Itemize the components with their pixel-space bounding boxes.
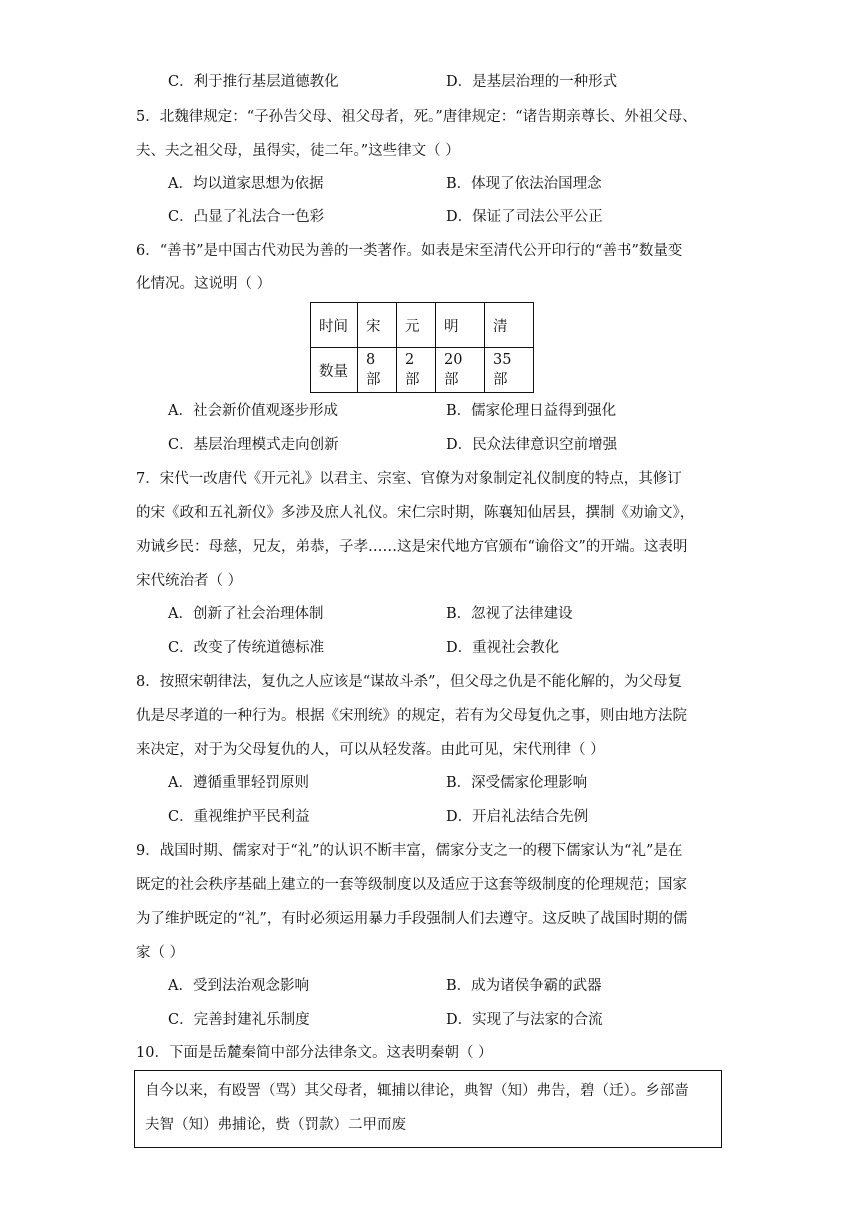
q9-option-d: D．实现了与法家的合流 — [446, 1012, 603, 1028]
table-cell: 明 — [436, 303, 485, 348]
q7-option-b: B．忽视了法律建设 — [446, 606, 573, 622]
q5-option-c: C．凸显了礼法合一色彩 — [168, 209, 325, 225]
q8-stem-line-2: 仇是尽孝道的一种行为。根据《宋刑统》的规定，若有为父母复仇之事，则由地方法院 — [136, 708, 687, 724]
q5-stem-line-2: 夫、夫之祖父母，虽得实，徒二年。”这些律文（ ） — [136, 143, 460, 159]
table-cell: 2 部 — [397, 348, 436, 393]
table-row — [311, 348, 534, 393]
q9-stem-line-2: 既定的社会秩序基础上建立的一套等级制度以及适应于这套等级制度的伦理规范；国家 — [136, 877, 687, 893]
q6-data-table — [310, 302, 534, 393]
q10-source-box — [134, 1070, 722, 1148]
q8-option-a: A．遵循重罪轻罚原则 — [168, 775, 309, 791]
table-cell: 35 部 — [485, 348, 534, 393]
q7-option-a: A．创新了社会治理体制 — [168, 606, 324, 622]
q10-source-line-1: 自今以来，有殴詈（骂）其父母者，辄捕以律论，典智（知）弗告，碧（迁）。乡部啬 — [145, 1083, 689, 1099]
q6-stem-line-2: 化情况。这说明（ ） — [136, 276, 272, 292]
table-cell: 8 部 — [358, 348, 397, 393]
table-cell: 20 部 — [436, 348, 485, 393]
q6-option-b: B．儒家伦理日益得到强化 — [446, 403, 617, 419]
q5-option-b: B．体现了依法治国理念 — [446, 176, 602, 192]
q8-stem-line-1: 8．按照宋朝律法，复仇之人应该是“谋故斗杀”，但父母之仇是不能化解的，为父母复 — [136, 674, 683, 690]
q7-stem-line-2: 的宋《政和五礼新仪》多涉及庶人礼仪。宋仁宗时期，陈襄知仙居县，撰制《劝谕文》， — [136, 505, 695, 521]
q5-option-a: A．均以道家思想为依据 — [168, 176, 324, 192]
q10-source-line-2: 夫智（知）弗捕论，赀（罚款）二甲而废 — [145, 1117, 406, 1133]
q8-stem-line-3: 来决定，对于为父母复仇的人，可以从轻发落。由此可见，宋代刑律（ ） — [136, 742, 605, 758]
q9-option-b: B．成为诸侯争霸的武器 — [446, 978, 602, 994]
q7-option-c: C．改变了传统道德标准 — [168, 640, 325, 656]
q9-option-c: C．完善封建礼乐制度 — [168, 1012, 310, 1028]
q7-stem-line-3: 劝诫乡民：母慈，兄友，弟恭，子孝……这是宋代地方官颁布“谕俗文”的开端。这表明 — [136, 539, 688, 555]
q7-stem-line-1: 7．宋代一改唐代《开元礼》以君主、宗室、官僚为对象制定礼仪制度的特点，其修订 — [136, 471, 682, 487]
q9-stem-line-4: 家（ ） — [136, 945, 185, 961]
table-cell: 时间 — [311, 303, 358, 348]
q5-stem-line-1: 5．北魏律规定：“子孙告父母、祖父母者，死。”唐律规定：“诸告期亲尊长、外祖父母、 — [136, 109, 697, 125]
table-cell: 宋 — [358, 303, 397, 348]
q6-stem-line-1: 6．“善书”是中国古代劝民为善的一类著作。如表是宋至清代公开印行的“善书”数量变 — [136, 243, 683, 259]
table-cell: 清 — [485, 303, 534, 348]
q10-stem: 10．下面是岳麓秦简中部分法律条文。这表明秦朝（ ） — [136, 1045, 493, 1061]
q5-option-d: D．保证了司法公平公正 — [446, 209, 603, 225]
q9-option-a: A．受到法治观念影响 — [168, 978, 309, 994]
q6-option-c: C．基层治理模式走向创新 — [168, 437, 339, 453]
table-cell: 元 — [397, 303, 436, 348]
q9-stem-line-1: 9．战国时期、儒家对于“礼”的认识不断丰富，儒家分支之一的稷下儒家认为“礼”是在 — [136, 843, 683, 859]
q8-option-b: B．深受儒家伦理影响 — [446, 775, 588, 791]
table-row — [311, 303, 534, 348]
q4-option-d: D．是基层治理的一种形式 — [446, 74, 618, 90]
q7-option-d: D．重视社会教化 — [446, 640, 560, 656]
q8-option-c: C．重视维护平民利益 — [168, 809, 310, 825]
q8-option-d: D．开启礼法结合先例 — [446, 809, 589, 825]
table-cell: 数量 — [311, 348, 358, 393]
q4-option-c: C．利于推行基层道德教化 — [168, 74, 339, 90]
q7-stem-line-4: 宋代统治者（ ） — [136, 573, 243, 589]
q9-stem-line-3: 为了维护既定的“礼”，有时必须运用暴力手段强制人们去遵守。这反映了战国时期的儒 — [136, 911, 688, 927]
q6-option-a: A．社会新价值观逐步形成 — [168, 403, 338, 419]
q6-option-d: D．民众法律意识空前增强 — [446, 437, 618, 453]
